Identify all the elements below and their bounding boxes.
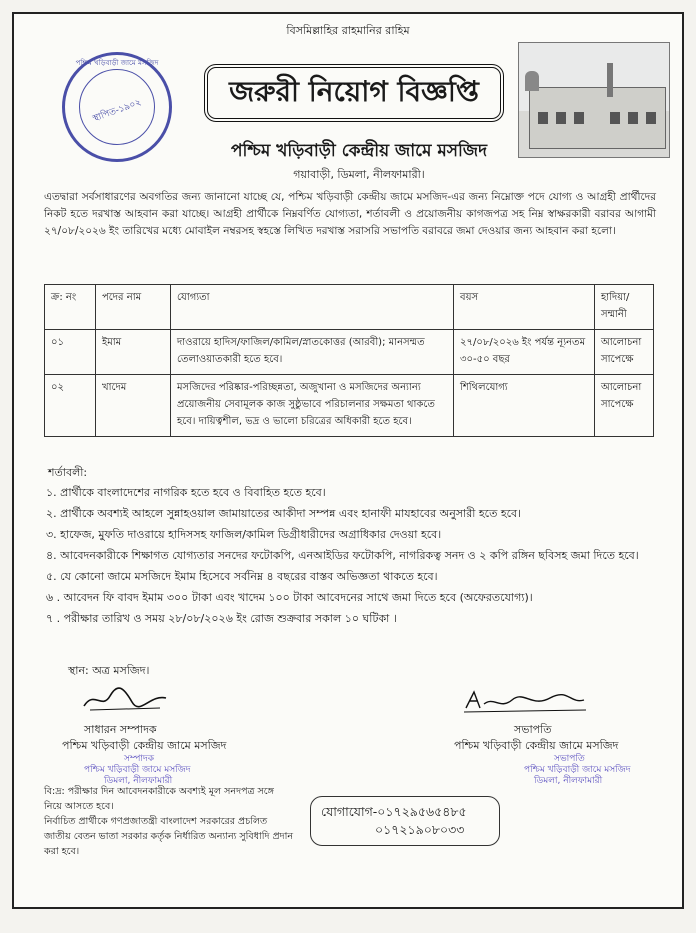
organization-name: পশ্চিম খড়িবাড়ী কেন্দ্রীয় জামে মসজিদ [230, 141, 488, 161]
list-item: ২. প্রার্থীকে অবশ্যই আহলে সুন্নাহওয়াল জামায়াতের আকীদা সম্পন্ন এবং হানাফী মাযহাবের অনুসারী হতে হবে। [46, 507, 522, 520]
stamp-line: সম্পাদক [124, 754, 155, 764]
list-item: ৭ . পরীক্ষার তারিখ ও সময় ২৮/০৮/২০২৬ ইং রোজ শুক্রবার সকাল ১০ ঘটিকা । [46, 612, 397, 625]
list-item: ৫. যে কোনো জামে মসজিদে ইমাম হিসেবে সর্বনিম্ন ৪ বছরের বাস্তব অভিজ্ঞতা থাকতে হবে। [46, 570, 438, 583]
photo-building [529, 87, 666, 149]
footnote-line: নির্বাচিত প্রার্থীকে গণপ্রজাতন্ত্রী বাংলাদেশ সরকারের প্রচলিত জাতীয় বেতন ভাতা সরকার কর্তৃক নির্ধারিত অন্যান্য সুবিধাদি প্রদান করা হবে। [44, 816, 294, 857]
intro-paragraph: এতদ্বারা সর্বসাধারণের অবগতির জন্য জানানো যাচ্ছে যে, পশ্চিম খড়িবাড়ী কেন্দ্রীয় জামে মসজিদ-এর জন্য নিম্নোক্ত পদে যোগ্য ও আগ্রহী প্রার্থীদের নিকট হতে দরখাস্ত আহবান করা যাচ্ছে। আগ্রহী প্রার্থীকে নিম্নবর্ণিত যোগ্যতা, শর্তাবলী ও প্রয়োজনীয় কাগজপত্র সহ নিম্ন স্বাক্ষরকারী বরাবর আগামী ২৭/০৮/২০২৬ ইং তারিখের মধ্যে মোবাইল নম্বরসহ স্বহস্তে লিখিত দরখাস্ত সরাসরি সভাপতি বরাবরে জমা দেওয়ার জন্য আহবান করা হলো। [44, 191, 656, 237]
secretary-org: পশ্চিম খড়িবাড়ী কেন্দ্রীয় জামে মসজিদ [62, 739, 227, 752]
cell-serial: ০১ [45, 330, 96, 375]
cell-serial: ০২ [45, 375, 96, 437]
cell-qualification: মসজিদের পরিষ্কার-পরিচ্ছন্নতা, অজুখানা ও মসজিদের অন্যান্য প্রয়োজনীয় সেবামূলক কাজ সুষ্ঠুভাবে পরিচালনার সক্ষমতা থাকতে হবে। দায়িত্বশীল, ভদ্র ও ভালো চরিত্রের অধিকারী হতে হবে। [171, 375, 454, 437]
secretary-block [62, 722, 226, 754]
notice-title: জরুরী নিয়োগ বিজ্ঞপ্তি [204, 64, 504, 122]
col-qualification: যোগ্যতা [171, 285, 454, 330]
list-item: ৬ . আবেদন ফি বাবদ ইমাম ৩০০ টাকা এবং খাদেম ১০০ টাকা আবেদনের সাথে জমা দিতে হবে (অফেরতযোগ্য)। [46, 591, 533, 604]
footnote-line: বি:দ্র: পরীক্ষার দিন আবেদনকারীকে অবশ্যই মূল সনদপত্র সঙ্গে নিয়ে আসতে হবে। [44, 786, 274, 812]
footnote [44, 784, 294, 859]
col-salary: হাদিয়া/সম্মানী [595, 285, 654, 330]
photo-window [646, 112, 656, 124]
president-stamp [524, 754, 631, 787]
col-age: বয়স [454, 285, 595, 330]
secretary-title: সাধারন সম্পাদক [84, 723, 157, 736]
photo-window [628, 112, 638, 124]
cell-age: ২৭/০৮/২০২৬ ইং পর্যন্ত ন্যূনতম ৩০-৫০ বছর [454, 330, 595, 375]
list-item: ৪. আবেদনকারীকে শিক্ষাগত যোগ্যতার সনদের ফটোকপি, এনআইডির ফটোকপি, নাগরিকত্ব সনদ ও ২ কপি রঙ্গিন ছবিসহ জমা দিতে হবে। [46, 549, 639, 562]
photo-dome [525, 71, 539, 91]
photo-window [556, 112, 566, 124]
table-header-row [45, 285, 654, 330]
list-item: ৩. হাফেজ, মুফতি দাওরায়ে হাদিসসহ ফাজিল/কামিল ডিগ্রীধারীদের অগ্রাধিকার দেওয়া হবে। [46, 528, 442, 541]
photo-window [574, 112, 584, 124]
conditions-title: শর্তাবলী: [48, 466, 88, 479]
stamp-line: ডিমলা, নীলফামারী [534, 776, 603, 786]
contact-phone-1: যোগাযোগ-০১৭২৯৫৬৫৪৮৫ [321, 804, 467, 819]
table-row [45, 330, 654, 375]
cell-salary: আলোচনা সাপেক্ষে [595, 375, 654, 437]
table-row [45, 375, 654, 437]
organization-address: গয়াবাড়ী, ডিমলা, নীলফামারী। [293, 168, 425, 181]
president-title: সভাপতি [514, 723, 552, 736]
president-block [454, 722, 618, 754]
list-item: ১. প্রার্থীকে বাংলাদেশের নাগরিক হতে হবে ও বিবাহিত হতে হবে। [46, 486, 326, 499]
seal-ring-text: পশ্চিম খড়িবাড়ী জামে মসজিদ [75, 59, 159, 67]
cell-age: শিথিলযোগ্য [454, 375, 595, 437]
stamp-line: সভাপতি [554, 754, 585, 764]
president-signature [460, 686, 590, 716]
cell-post: ইমাম [96, 330, 171, 375]
conditions-list [46, 482, 656, 629]
seal-established-text: স্থাপিত-১৯০২ [91, 97, 143, 125]
notice-page [12, 12, 684, 909]
cell-post: খাদেম [96, 375, 171, 437]
positions-table [44, 284, 654, 437]
place-text: স্থান: অত্র মসজিদ। [68, 664, 150, 677]
photo-minaret [607, 63, 613, 97]
stamp-line: ডিমলা, নীলফামারী [104, 776, 173, 786]
contact-phone-2: ০১৭২১৯০৮০৩৩ [375, 822, 465, 837]
col-serial: ক্র: নং [45, 285, 96, 330]
col-post: পদের নাম [96, 285, 171, 330]
bismillah-text: বিসমিল্লাহির রাহমানির রাহিম [286, 24, 410, 37]
photo-window [610, 112, 620, 124]
stamp-line: পশ্চিম খড়িবাড়ী জামে মসজিদ [524, 765, 631, 775]
mosque-seal [62, 52, 172, 162]
secretary-signature [80, 684, 170, 714]
stamp-line: পশ্চিম খড়িবাড়ী জামে মসজিদ [84, 765, 191, 775]
secretary-stamp [84, 754, 191, 787]
contact-box [310, 796, 500, 846]
president-org: পশ্চিম খড়িবাড়ী কেন্দ্রীয় জামে মসজিদ [454, 739, 619, 752]
cell-qualification: দাওরায়ে হাদিস/ফাজিল/কামিল/স্নাতকোত্তর (আরবী); মানসম্মত তেলাওয়াতকারী হতে হবে। [171, 330, 454, 375]
photo-window [538, 112, 548, 124]
cell-salary: আলোচনা সাপেক্ষে [595, 330, 654, 375]
